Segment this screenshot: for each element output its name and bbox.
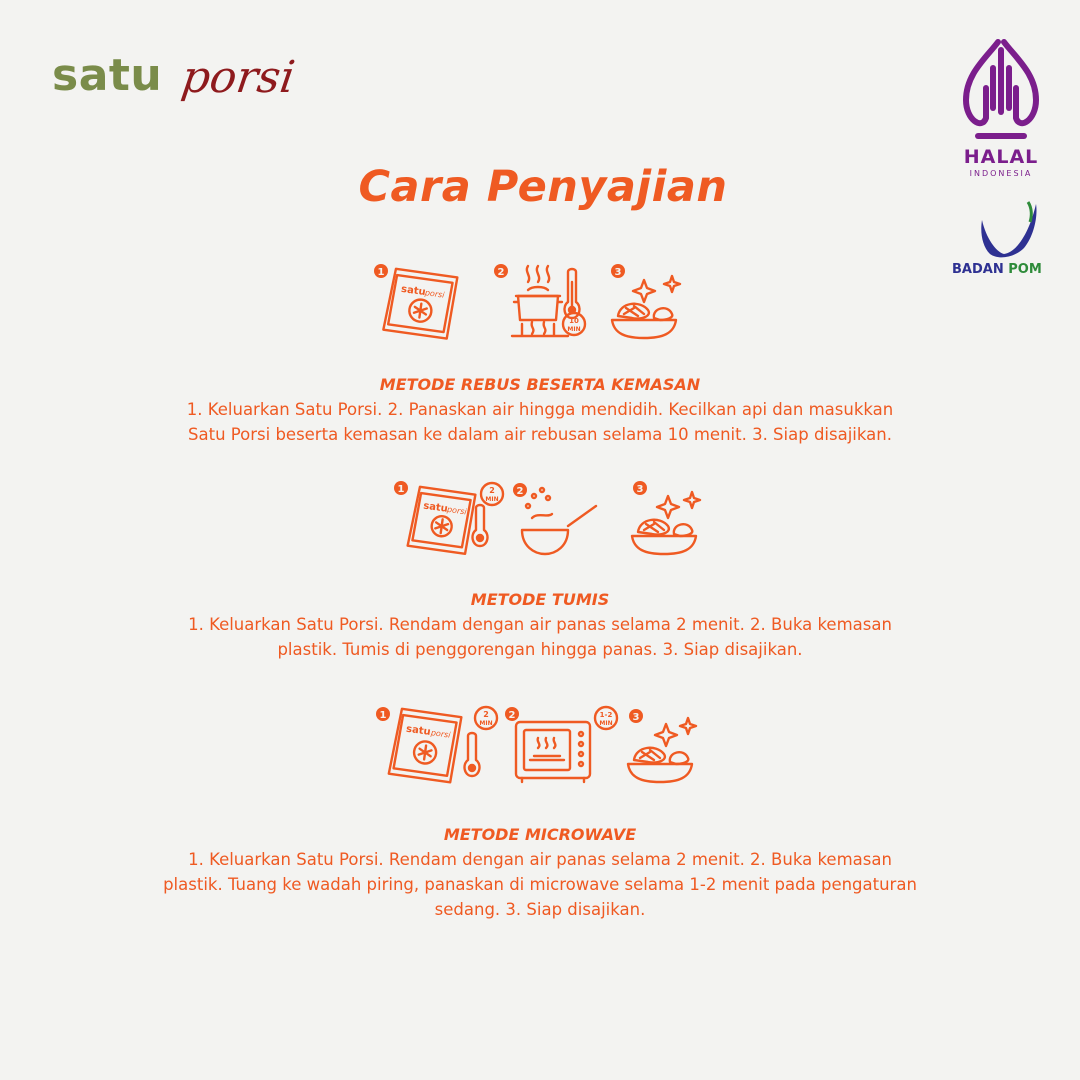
- bpom-label-badan: BADAN: [952, 262, 1009, 277]
- serving-plate-icon: [632, 492, 700, 554]
- halal-label: HALAL: [963, 146, 1039, 168]
- svg-text:satu: satu: [422, 500, 449, 515]
- method-desc-tumis: [0, 612, 1080, 662]
- step-number-2: 2: [508, 710, 516, 721]
- svg-text:MIN: MIN: [599, 720, 613, 727]
- halal-indonesia-logo: [956, 38, 1046, 178]
- thermometer-icon: [473, 505, 488, 546]
- brand-logo: [52, 50, 302, 110]
- bpom-label-pom: POM: [1008, 262, 1042, 277]
- halal-sub-label: INDONESIA: [969, 169, 1033, 178]
- step-number-3: 3: [636, 484, 644, 495]
- badan-pom-logo: [948, 200, 1048, 286]
- step-number-2: 2: [497, 267, 505, 278]
- svg-text:2: 2: [489, 486, 495, 495]
- svg-text:porsi: porsi: [424, 288, 446, 300]
- method-desc-rebus: [0, 397, 1080, 447]
- method-desc-line: 1. Keluarkan Satu Porsi. 2. Panaskan air hingga mendidih. Kecilkan api dan masukkan: [186, 400, 894, 419]
- method-desc-line: Satu Porsi beserta kemasan ke dalam air rebusan selama 10 menit. 3. Siap disajikan.: [188, 425, 892, 444]
- thermometer-icon: [565, 269, 580, 318]
- package-icon: [408, 486, 476, 554]
- timer-1-2-min-icon: [595, 707, 617, 729]
- timer-2-min-icon: [481, 483, 503, 505]
- thermometer-icon: [465, 733, 480, 776]
- method-desc-microwave: [0, 847, 1080, 922]
- boiling-pot-icon: [512, 266, 568, 336]
- step-number-1: 1: [379, 710, 387, 721]
- method-tumis-icons: [392, 478, 704, 560]
- method-desc-line: plastik. Tumis di penggorengan hingga panas. 3. Siap disajikan.: [277, 640, 803, 659]
- method-desc-line: sedang. 3. Siap disajikan.: [434, 900, 646, 919]
- serving-plate-icon: [628, 718, 696, 782]
- package-icon: [383, 268, 457, 339]
- svg-text:MIN: MIN: [479, 720, 493, 727]
- halal-emblem-icon: [956, 38, 1046, 146]
- step-number-1: 1: [397, 484, 405, 495]
- method-desc-line: plastik. Tuang ke wadah piring, panaskan di microwave selama 1-2 menit pada pengaturan: [163, 875, 917, 894]
- svg-text:MIN: MIN: [485, 496, 499, 503]
- page-title: Cara Penyajian: [358, 162, 728, 212]
- svg-text:satu: satu: [400, 283, 427, 299]
- svg-text:2: 2: [483, 710, 489, 719]
- svg-text:porsi: porsi: [430, 728, 452, 740]
- step-number-3: 3: [632, 712, 640, 723]
- method-title-tumis: METODE TUMIS: [470, 590, 610, 609]
- bpom-label: [952, 262, 1042, 277]
- package-icon: [389, 708, 462, 782]
- method-title-rebus: METODE REBUS BESERTA KEMASAN: [379, 375, 701, 394]
- method-microwave-icons: [372, 700, 712, 786]
- step-number-2: 2: [516, 486, 524, 497]
- serving-plate-icon: [612, 276, 680, 338]
- method-title-microwave: METODE MICROWAVE: [443, 825, 637, 844]
- step-number-3: 3: [614, 267, 622, 278]
- step-number-1: 1: [377, 267, 385, 278]
- svg-text:1-2: 1-2: [599, 711, 613, 719]
- timer-2-min-icon: [475, 707, 497, 729]
- brand-logo-porsi: porsi: [178, 52, 298, 103]
- svg-text:10: 10: [569, 317, 579, 325]
- frying-pan-icon: [522, 488, 596, 554]
- svg-text:porsi: porsi: [446, 504, 468, 517]
- microwave-icon: [516, 722, 590, 782]
- method-desc-line: 1. Keluarkan Satu Porsi. Rendam dengan air panas selama 2 menit. 2. Buka kemasan: [188, 615, 892, 634]
- brand-logo-satu: satu: [52, 50, 163, 101]
- method-rebus-icons: [372, 262, 692, 344]
- svg-text:MIN: MIN: [567, 326, 581, 333]
- svg-text:satu: satu: [405, 723, 432, 738]
- method-desc-line: 1. Keluarkan Satu Porsi. Rendam dengan air panas selama 2 menit. 2. Buka kemasan: [188, 850, 892, 869]
- timer-10-min-icon: [563, 313, 585, 335]
